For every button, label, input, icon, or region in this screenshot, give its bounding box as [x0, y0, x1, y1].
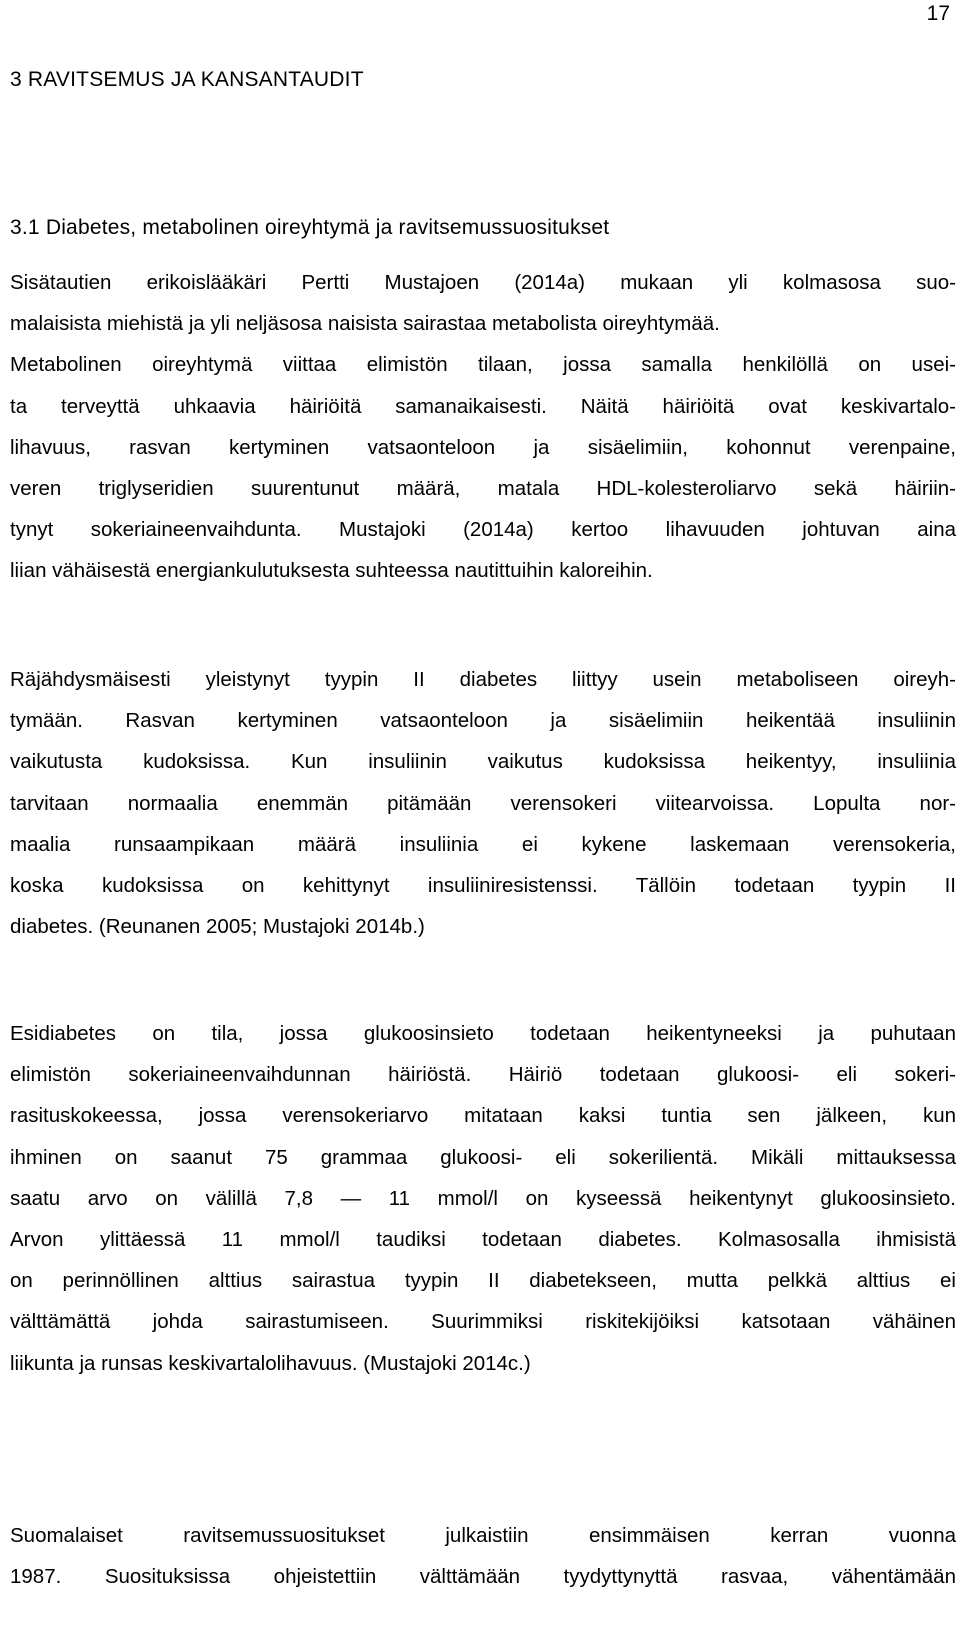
text-line: tarvitaan normaalia enemmän pitämään verensokeri viitearvoissa. Lopulta nor-: [10, 791, 956, 815]
text-line: on perinnöllinen alttius sairastua tyypin II diabetekseen, mutta pelkkä alttius ei: [10, 1269, 956, 1293]
text-line: veren triglyseridien suurentunut määrä, matala HDL-kolesteroliarvo sekä häiriin-: [10, 477, 956, 501]
text-line: ta terveyttä uhkaavia häiriöitä samanaikaisesti. Näitä häiriöitä ovat keskivartalo-: [10, 394, 956, 418]
text-line: 1987. Suosituksissa ohjeistettiin välttämään tyydyttynyttä rasvaa, vähentämään: [10, 1565, 956, 1589]
text-line: elimistön sokeriaineenvaihdunnan häiriöstä. Häiriö todetaan glukoosi- eli sokeri-: [10, 1063, 956, 1087]
text-line: Suomalaiset ravitsemussuositukset julkaistiin ensimmäisen kerran vuonna: [10, 1524, 956, 1547]
text-line: Metabolinen oireyhtymä viittaa elimistön tilaan, jossa samalla henkilöllä on usei-: [10, 353, 956, 377]
text-line: tymään. Rasvan kertyminen vatsaonteloon ja sisäelimiin heikentää insuliinin: [10, 709, 956, 733]
text-line: liian vähäisestä energiankulutuksesta suhteessa nautittuihin kaloreihin.: [10, 559, 653, 583]
text-line: vaikutusta kudoksissa. Kun insuliinin vaikutus kudoksissa heikentyy, insuliinia: [10, 750, 956, 774]
text-line: Esidiabetes on tila, jossa glukoosinsieto todetaan heikentyneeksi ja puhutaan: [10, 1022, 956, 1045]
paragraph-prediabetes: [10, 1013, 956, 1384]
chapter-heading: 3 RAVITSEMUS JA KANSANTAUDIT: [10, 68, 364, 91]
text-line: maalia runsaampikaan määrä insuliinia ei kykene laskemaan verensokeria,: [10, 832, 956, 856]
paragraph-metabolic-syndrome: [10, 262, 956, 592]
text-line: lihavuus, rasvan kertyminen vatsaonteloon ja sisäelimiin, kohonnut verenpaine,: [10, 435, 956, 459]
paragraph-type-2-diabetes: [10, 659, 956, 947]
text-line: rasituskokeessa, jossa verensokeriarvo mitataan kaksi tuntia sen jälkeen, kun: [10, 1104, 956, 1128]
text-line: Räjähdysmäisesti yleistynyt tyypin II diabetes liittyy usein metaboliseen oireyh-: [10, 668, 956, 691]
text-line: välttämättä johda sairastumiseen. Suurimmiksi riskitekijöiksi katsotaan vähäinen: [10, 1310, 956, 1334]
text-line: ihminen on saanut 75 grammaa glukoosi- eli sokerilientä. Mikäli mittauksessa: [10, 1145, 956, 1169]
text-line: Arvon ylittäessä 11 mmol/l taudiksi todetaan diabetes. Kolmasosalla ihmisistä: [10, 1228, 956, 1252]
text-line: tynyt sokeriaineenvaihdunta. Mustajoki (2014a) kertoo lihavuuden johtuvan aina: [10, 518, 956, 542]
text-line: diabetes. (Reunanen 2005; Mustajoki 2014b.): [10, 915, 425, 939]
section-heading: 3.1 Diabetes, metabolinen oireyhtymä ja ravitsemussuositukset: [10, 216, 610, 239]
text-line: saatu arvo on välillä 7,8 — 11 mmol/l on kyseessä heikentynyt glukoosinsieto.: [10, 1186, 956, 1210]
text-line: liikunta ja runsas keskivartalolihavuus. (Mustajoki 2014c.): [10, 1351, 531, 1375]
paragraph-nutrition-recommendations: [10, 1515, 956, 1597]
text-line: malaisista miehistä ja yli neljäsosa naisista sairastaa metabolista oireyhtymää.: [10, 312, 720, 336]
text-line: Sisätautien erikoislääkäri Pertti Mustajoen (2014a) mukaan yli kolmasosa suo-: [10, 271, 956, 294]
page-number: 17: [926, 2, 950, 25]
text-line: koska kudoksissa on kehittynyt insuliiniresistenssi. Tällöin todetaan tyypin II: [10, 874, 956, 898]
